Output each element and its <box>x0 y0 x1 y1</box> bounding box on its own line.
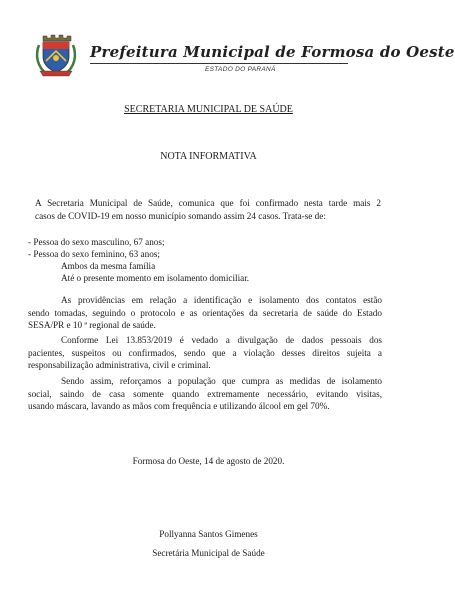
paragraph-line: A Secretaria Municipal de Saúde, comunica que foi confirmado nesta tarde mais 2 <box>35 198 381 208</box>
org-title: Prefeitura Municipal de Formosa do Oeste <box>90 43 455 61</box>
paragraph-line: responsabilização administrativa, civil e criminal. <box>28 360 211 371</box>
document-type-heading: NOTA INFORMATIVA <box>160 151 257 162</box>
paragraph-line: As providências em relação a identificação e isolamento dos contatos estão <box>61 295 382 305</box>
paragraph-line: pacientes, suspeitos ou confirmados, sendo que a violação desses direitos sujeita a <box>28 347 382 358</box>
intro-paragraph <box>35 197 381 222</box>
family-note: Ambos da mesma família <box>61 261 156 271</box>
paragraph-line: Sendo assim, reforçamos a população que cumpra as medidas de isolamento <box>61 376 382 386</box>
paragraph-line: Conforme Lei 13.853/2019 é vedado a divulgação de dados pessoais dos <box>61 335 382 345</box>
paragraph-line: social, saindo de casa somente quando extremamente necessário, evitando visitas, <box>28 388 382 399</box>
date-line: Formosa do Oeste, 14 de agosto de 2020. <box>132 456 285 466</box>
header-divider <box>90 63 348 64</box>
case-item: - Pessoa do sexo feminino, 63 anos; <box>28 249 160 259</box>
department-heading: SECRETARIA MUNICIPAL DE SAÚDE <box>124 104 293 115</box>
org-state: ESTADO DO PARANÁ <box>205 66 276 73</box>
paragraph-line: usando máscara, lavando as mãos com frequência e utilizando álcool em gel 70%. <box>28 401 330 412</box>
measures-paragraph <box>28 294 382 332</box>
case-item: - Pessoa do sexo masculino, 67 anos; <box>28 237 165 247</box>
law-paragraph <box>28 334 382 372</box>
signatory-name: Pollyanna Santos Gimenes <box>159 529 258 539</box>
municipal-crest-icon <box>33 33 79 79</box>
paragraph-line: casos de COVID-19 em nosso município somando assim 24 casos. Trata-se de: <box>35 210 326 221</box>
appeal-paragraph <box>28 375 382 413</box>
paragraph-line: SESA/PR e 10 ª regional de saúde. <box>28 320 156 331</box>
family-note: Até o presente momento em isolamento domiciliar. <box>61 273 250 283</box>
paragraph-line: sendo tomadas, seguindo o protocolo e as orientações da secretaria de saúde do Estado <box>28 307 382 318</box>
signatory-role: Secretária Municipal de Saúde <box>152 548 265 558</box>
